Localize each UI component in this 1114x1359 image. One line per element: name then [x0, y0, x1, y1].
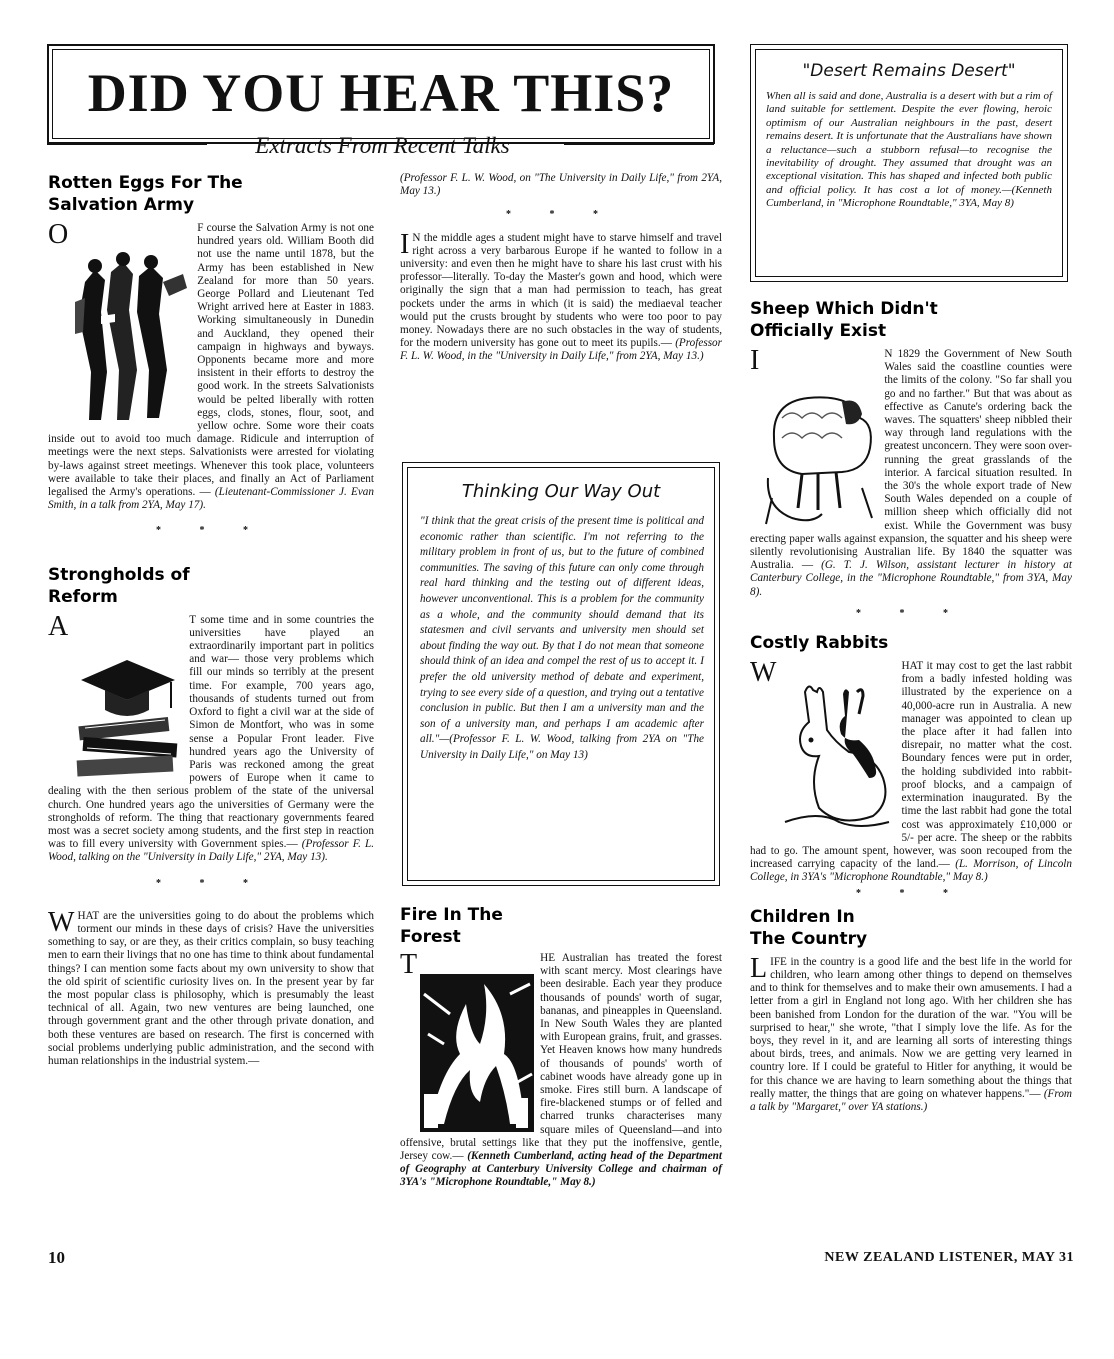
rabbits-credit: (L. Morrison, of Lincoln College, in 3YA's "Microphone Roundtable," May 8.): [750, 858, 1073, 884]
heading-rotten-eggs-1: Rotten Eggs For The: [48, 173, 243, 193]
heading-rotten-eggs-2: Salvation Army: [48, 195, 195, 215]
page-title: DID YOU HEAR THIS?: [87, 63, 675, 123]
heading-strongholds-2: Reform: [48, 586, 118, 607]
publication-name: NEW ZEALAND LISTENER, MAY 31: [824, 1250, 1074, 1265]
sheep-credit: (G. T. J. Wilson, assistant lecturer in history at Canterbury College, in the "Microphone Roundtable," from 3YA, May 8).: [750, 559, 1072, 598]
heading-strongholds-1: Strongholds of: [48, 564, 190, 585]
middle-ages-credit: (Professor F. L. W. Wood, in the "University in Daily Life," from 2YA, May 13.): [400, 337, 723, 363]
drop-cap: W: [48, 906, 75, 938]
article-sheep: [750, 298, 1072, 620]
article-rabbits: [750, 632, 1072, 900]
drop-cap: T: [400, 949, 418, 980]
fire-credit: (Kenneth Cumberland, acting head of the Department of Geography at Canterbury University College and chairman of 3YA's "Microphone Roundtable," May 8.): [400, 1150, 723, 1189]
strongholds-text: T some time and in some countries the universities have played an extraordinarily important part in politics and war— those very problems which fill our minds so terribly at the present time. For example, 700 years ago, thousands of students turned out from Oxford to fight a civil war at the side of Simon de Montfort, who was in some sense a Popular Front leader. Five hundred years ago the University of Paris was reckoned among the great powers of Europe when it came to dealing with the then serious problem of the state of the universal church. One hundred years ago the universities of Germany were the strongholds of reform. The thing that reactionary governments feared most was a secret society among students, and the first step in reaction was to fill every university with Government spies.—: [48, 613, 374, 851]
heading-fire-1: Fire In The: [400, 905, 503, 925]
what-are-text: HAT are the universities going to do about the problems which torment our minds in these days of crisis? Have the universities something to say, or are they, as their critics complain, so busy teaching men to earn their livings that no one has time to think about fundamental things? I can mention some facts about my own university to show that the old spirit of scientific curiosity lives on. In the present year by far the most popular class is philosophy, which is presumably the least technical of all. Again, two new ventures are being launched, one through government grant and the other through private donation, and both these ventures are based on research. The first is concerned with social problems underlying public administration, and the second with human relationships in the industrial system.—: [48, 909, 374, 1067]
article-fire: [400, 904, 722, 1190]
separator-stars: * * *: [506, 209, 616, 221]
drop-cap: A: [48, 610, 69, 642]
rotten-eggs-credit: (Lieutenant-Commissioner J. Evan Smith, in a talk from 2YA, May 17).: [48, 486, 374, 512]
salvation-army-band-illustration: [71, 252, 191, 422]
heading-country-2: The Country: [750, 928, 868, 949]
subtitle-rule-right: [564, 144, 714, 145]
sheep-illustration: [762, 378, 878, 528]
thinking-heading: Thinking Our Way Out: [461, 481, 661, 502]
forest-fire-woodcut-illustration: [420, 974, 534, 1132]
page-number: 10: [48, 1248, 65, 1267]
drop-cap: L: [750, 952, 768, 984]
fire-text: HE Australian has treated the forest with scant mercy. Most clearings have been desirable. Each year they produce thousands of pounds' worth of sugar, bananas, and pineapples in Queensland. In New South Wales they are planted with European grains, fruit, and grasses. Yet Heaven knows how many hundreds of thousands of pounds' worth of cabinet woods have already gone up in smoke. Fires still burn. A landscape of fire-blackened stumps or of felled and charred trunks characterises many square miles of Queensland—and into offensive, brutal settings like that they put the inoffensive, gentle, Jersey cow.—: [400, 952, 722, 1163]
thinking-body: "I think that the great crisis of the present time is political and economic rather than scientific. I'm not referring to the military problem in front of us, but to the future of combined communities. The saving of this future can only come through real hard thinking and the testing out of different ideas, however unconventional. This is a problem for the community as a whole, and the community should demand that its statesmen and civil servants and university men should set about finding the way out. By that I do not mean that someone should think of an idea and compel the rest of us to accept it. I prefer the old university method of debate and experiment, trying to see every side of a question, and trying out a tentative conclusion in public. But then I am a university man and the son of a university man, and perhaps I am academic after all."—(Professor F. L. W. Wood, talking from 2YA on "The University in Daily Life," on May 13): [420, 515, 704, 761]
column-2: [400, 172, 722, 364]
mortarboard-books-illustration: [71, 650, 183, 780]
sheep-text: N 1829 the Government of New South Wales said the coastline counties were the limits of the colony. "So far shall you go and no farther." But that was about as effective as Canute's ordering back the waves. The squatters' sheep nibbled their way through land regulations with the greatest unconcern. They were soon over-running the great grasslands of the interior. A farcical situation resulted. In the 30's the whole export trade of New South Wales depended on a couple of million sheep which officially did not exist. While the Government was busy erecting paper walls against expansion, the squatter and his sheep were silently revolutionising Australian life. By 1840 the squatter was Australia. —: [750, 348, 1072, 572]
what-are-credit: (Professor F. L. W. Wood, on "The University in Daily Life," from 2YA, May 13.): [400, 172, 722, 198]
country-credit: (From a talk by "Margaret," over YA stations.): [750, 1087, 1072, 1113]
middle-ages-text: N the middle ages a student might have to starve himself and travel right across a very barbarous Europe if he wanted to follow in a university: and even then he might have to share his last crust with his professor—literally. To-day the Master's gown and hood, which were originally the sign that a man had permission to teach, has great pockets under the arms in which (it is said) the mediaeval teacher would put the crusts brought by students who were too poor to pay money. Nowadays there are no such obstacles in the way of students, for the modern university has gone out to meet its pupils.—: [400, 231, 722, 350]
separator-stars: * * *: [856, 887, 966, 899]
rotten-eggs-text: F course the Salvation Army is not one hundred years old. William Booth did not use the name until 1878, but the Army has been established in New Zealand for more than 50 years. George Pollard and Lieutenant Ted Wright arrived here at Easter in 1883. Working simultaneously in Dunedin and Auckland, they opened their campaign in highways and byways. Opponents became more and more insistent in their efforts to destroy the good work. In the streets Salvationists would be pelted liberally with rotten eggs, clods, stones, flour, soot, and yellow ochre. Some wore their coats inside out to avoid too much damage. Ridicule and interruption of meetings were the next steps. Salvationists were arrested for violating by-laws against street meetings. Whenever this took place, volunteers were available to take their places, and finally an Act of Parliament legalised the Army's operations. —: [48, 222, 374, 499]
heading-sheep-2: Officially Exist: [750, 321, 887, 341]
page-subtitle: Extracts From Recent Talks: [255, 133, 510, 158]
article-what-are-universities: [48, 906, 374, 1068]
desert-body: When all is said and done, Australia is a desert with but a rim of land suitable for settlement. Despite the ever flowing, heroic optimism of our Australian neighbours in the past, desert remains desert. It is unfortunate that the Australians have shown a reluctance—such a stubborn refusal—to recognise the inevitability of drought. They assumed that drought was an exceptional visitation. This has shaped and infected both public and official policy. It has cost a lot of money.—(Kenneth Cumberland, in "Microphone Roundtable," 3YA, May 8): [766, 90, 1052, 210]
drop-cap: I: [400, 228, 410, 260]
heading-sheep-1: Sheep Which Didn't: [750, 299, 938, 319]
separator-stars: * * *: [856, 607, 966, 619]
desert-heading: "Desert Remains Desert": [802, 61, 1016, 81]
article-country: [750, 906, 1072, 1114]
heading-rabbits: Costly Rabbits: [750, 633, 889, 654]
separator-stars: * * *: [156, 877, 266, 889]
heading-fire-2: Forest: [400, 927, 461, 947]
drop-cap: O: [48, 219, 69, 250]
article-middle-ages: [400, 228, 723, 364]
drop-cap: I: [750, 345, 760, 376]
rabbits-illustration: [779, 682, 895, 832]
article-strongholds: [48, 564, 374, 890]
separator-stars: * * *: [156, 525, 266, 537]
column-1: [48, 172, 374, 1068]
rabbits-text: HAT it may cost to get the last rabbit from a badly infested holding was illustrated by the experience on a 40,000-acre run in Australia. A new manager was appointed to clean up the place after it had fallen into disrepair, no matter what the cost. Boundary fences were put in order, the holding subdivided into rabbit-proof blocks, and a campaign of extermination inaugurated. By the time the last rabbit had gone the total cost was approximately £10,000 or 5/- per acre. The sheep or the rabbits had to go. The amount spent, however, was soon recouped from the increased carrying capacity of the land.—: [750, 660, 1072, 871]
heading-country-1: Children In: [750, 906, 855, 927]
country-text: IFE in the country is a good life and the best life in the world for children, who learn among other things to depend on themselves and to think for themselves and to make their own amusements. I had a letter from a girl in England not long ago. With her children she has been banished from London for the duration of the war. "You will be surprised to hear," she wrote, "that I simply love the life. As for the boys, they revel in it, and are learning all sorts of interesting things about birds, trees, and animals. Now we are getting very learned in country lore. If I could be grateful to Hitler for anything, it would be for this chance we are having to learn something about the things that really matter, the things that are going on whatever happens."—: [750, 955, 1072, 1100]
strongholds-credit: (Professor F. L. Wood, talking on the "University in Daily Life," 2YA, May 13).: [48, 838, 375, 864]
subtitle-rule-left: [47, 144, 207, 145]
column-3: [750, 298, 1072, 1114]
drop-cap: W: [750, 657, 777, 689]
article-rotten-eggs: [48, 172, 374, 538]
